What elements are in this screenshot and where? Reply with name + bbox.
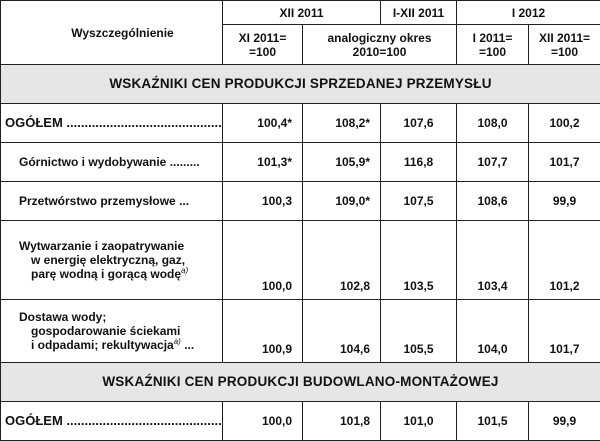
header-group-xii-2011: XII 2011 bbox=[223, 1, 381, 25]
value-cell: 103,5 bbox=[381, 221, 457, 300]
row-label: Górnictwo i wydobywanie ......... bbox=[1, 143, 223, 182]
value-cell: 101,8 bbox=[303, 402, 381, 441]
value-cell: 99,9 bbox=[529, 182, 600, 221]
value-cell: 101,5 bbox=[457, 402, 529, 441]
value-cell: 105,9* bbox=[303, 143, 381, 182]
section-title: WSKAŹNIKI CEN PRODUKCJI BUDOWLANO-MONTAŻOWEJ bbox=[1, 363, 600, 402]
value-cell: 101,2 bbox=[529, 221, 600, 300]
value-cell: 102,8 bbox=[303, 221, 381, 300]
table-row bbox=[1, 221, 600, 300]
header-group-i-xii-2011: I-XII 2011 bbox=[381, 1, 457, 25]
value-cell: 105,5 bbox=[381, 300, 457, 363]
value-cell: 99,9 bbox=[529, 402, 600, 441]
value-cell: 108,6 bbox=[457, 182, 529, 221]
header-sub-i-2011: I 2011= =100 bbox=[457, 25, 529, 65]
header-sub-analogous-period: analogiczny okres 2010=100 bbox=[303, 25, 457, 65]
row-label: Dostawa wody; gospodarowanie ściekami i odpadami; rekultywacja$^{a)}$ ... bbox=[1, 300, 223, 363]
header-sub-xi-2011: XI 2011= =100 bbox=[223, 25, 303, 65]
table-row bbox=[1, 104, 600, 143]
row-label: Przetwórstwo przemysłowe ... bbox=[1, 182, 223, 221]
value-cell: 100,9 bbox=[223, 300, 303, 363]
value-cell: 104,6 bbox=[303, 300, 381, 363]
value-cell: 100,3 bbox=[223, 182, 303, 221]
value-cell: 107,5 bbox=[381, 182, 457, 221]
header-sub-xii-2011: XII 2011= =100 bbox=[529, 25, 600, 65]
header-group-i-2012: I 2012 bbox=[457, 1, 600, 25]
row-label: Wytwarzanie i zaopatrywanie w energię elektryczną, gaz, parę wodną i gorącą wodę$^{a)}$ bbox=[1, 221, 223, 300]
value-cell: 100,2 bbox=[529, 104, 600, 143]
row-label: OGÓŁEM ........................................... bbox=[1, 104, 223, 143]
table-row bbox=[1, 182, 600, 221]
header-description: Wyszczególnienie bbox=[1, 1, 223, 65]
row-label: OGÓŁEM ........................................... bbox=[1, 402, 223, 441]
value-cell: 103,4 bbox=[457, 221, 529, 300]
value-cell: 108,0 bbox=[457, 104, 529, 143]
table-row bbox=[1, 402, 600, 441]
value-cell: 107,6 bbox=[381, 104, 457, 143]
section-row bbox=[1, 363, 600, 402]
section-row bbox=[1, 65, 600, 104]
value-cell: 109,0* bbox=[303, 182, 381, 221]
value-cell: 100,4* bbox=[223, 104, 303, 143]
footnote-marker: a) bbox=[174, 337, 181, 346]
value-cell: 101,7 bbox=[529, 300, 600, 363]
section-title: WSKAŹNIKI CEN PRODUKCJI SPRZEDANEJ PRZEMYSŁU bbox=[1, 65, 600, 104]
value-cell: 104,0 bbox=[457, 300, 529, 363]
value-cell: 101,7 bbox=[529, 143, 600, 182]
value-cell: 100,0 bbox=[223, 221, 303, 300]
table-row bbox=[1, 143, 600, 182]
value-cell: 108,2* bbox=[303, 104, 381, 143]
value-cell: 100,0 bbox=[223, 402, 303, 441]
value-cell: 107,7 bbox=[457, 143, 529, 182]
value-cell: 101,3* bbox=[223, 143, 303, 182]
header-row-1 bbox=[1, 1, 600, 25]
value-cell: 101,0 bbox=[381, 402, 457, 441]
table-row bbox=[1, 300, 600, 363]
value-cell: 116,8 bbox=[381, 143, 457, 182]
footnote-marker: a) bbox=[181, 266, 188, 275]
